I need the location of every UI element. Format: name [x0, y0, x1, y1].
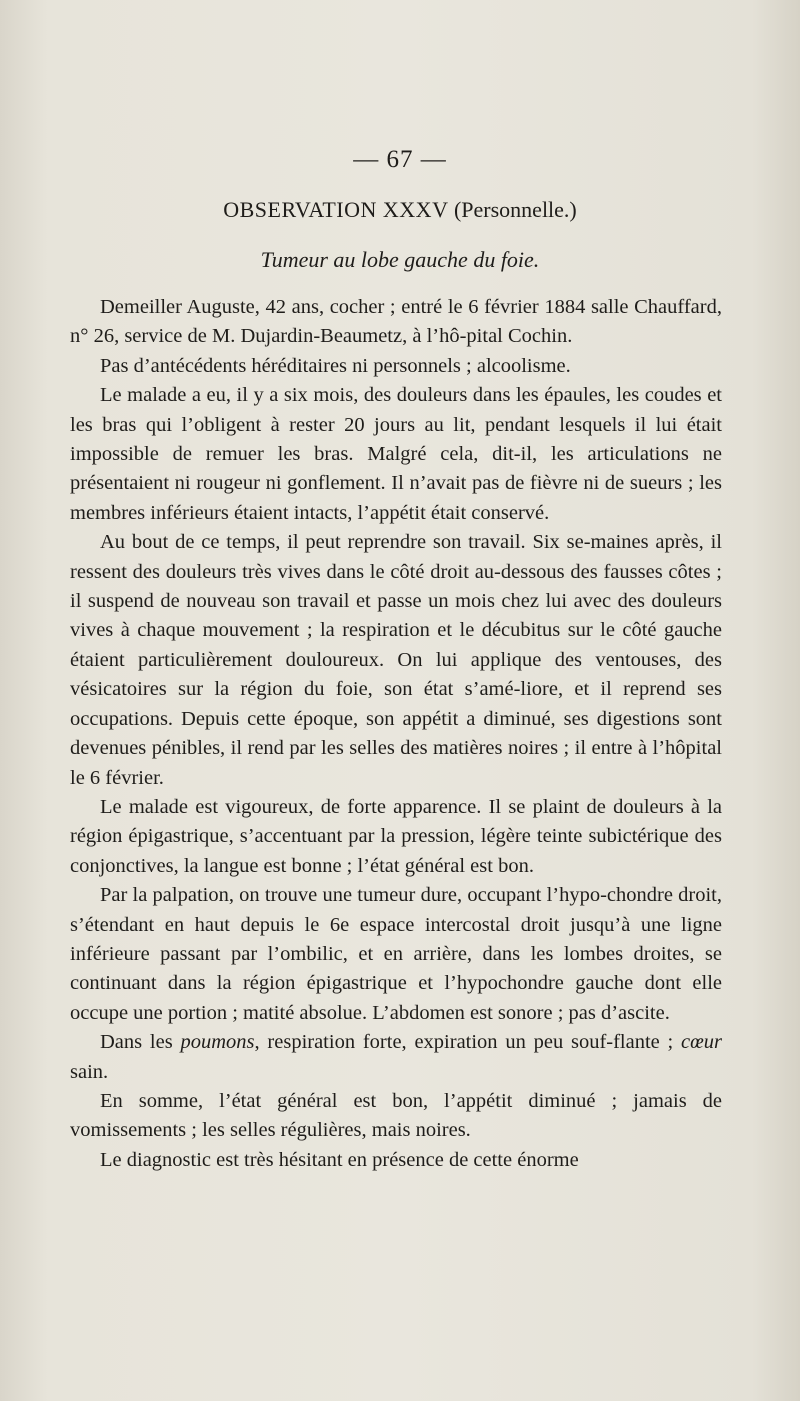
paragraph-lungs-heart — [70, 1028, 722, 1087]
paragraph-history: Le malade a eu, il y a six mois, des douleurs dans les épaules, les coudes et les bras qui l’obligent à rester 20 jours au lit, pendant lesquels il lui était impossible de remuer les bras. Malgré cela, dit-il, les articulations ne présentaient ni rougeur ni gonflement. Il n’avait pas de fièvre ni de sueurs ; les membres inférieurs étaient intacts, l’appétit était conservé. — [70, 384, 722, 524]
text-segment: , respiration forte, expiration un peu souf-flante ; — [254, 1031, 674, 1054]
paragraph-summary: En somme, l’état général est bon, l’appétit diminué ; jamais de vomissements ; les selles régulières, mais noires. — [70, 1089, 722, 1142]
page-number: — 67 — — [353, 146, 447, 173]
paragraph-palpation: Par la palpation, on trouve une tumeur dure, occupant l’hypo-chondre droit, s’étendant en haut depuis le 6e espace intercostal droit jusqu’à une ligne inférieure passant par l’ombilic, et en arrière, dans les lombes droites, se continuant dans la région épigastrique et l’hypochondre gauche dont elle occupe une portion ; matité absolue. L’abdomen est sonore ; pas d’ascite. — [70, 884, 722, 1024]
text-segment: sain. — [70, 1060, 109, 1083]
observation-title: OBSERVATION XXXV — [223, 197, 449, 222]
observation-subtitle: Tumeur au lobe gauche du foie. — [260, 247, 540, 272]
text-segment: Dans les — [100, 1031, 173, 1054]
paragraph-general-state: Le malade est vigoureux, de forte apparence. Il se plaint de douleurs à la région épigastrique, s’accentuant par la pression, légère teinte subictérique des conjonctives, la langue est bonne ; l’état général est bon. — [70, 795, 722, 877]
paragraph-antecedents: Pas d’antécédents héréditaires ni personnels ; alcoolisme. — [100, 354, 571, 377]
emphasis-coeur: cœur — [681, 1031, 723, 1054]
paragraph-evolution: Au bout de ce temps, il peut reprendre son travail. Six se-maines après, il ressent des douleurs très vives dans le côté droit au-dessous des fausses côtes ; il suspend de nouveau son travail et passe un mois chez lui avec des douleurs vives à chaque mouvement ; la respiration et le décubitus sur le côté gauche étaient particulièrement douloureux. On lui applique des ventouses, des vésicatoires sur la région du foie, son état s’amé-liore, et il reprend ses occupations. Depuis cette époque, son appétit a diminué, ses digestions sont devenues pénibles, il rend par les selles des matières noires ; il entre à l’hôpital le 6 février. — [70, 531, 722, 789]
paragraph-patient-intro: Demeiller Auguste, 42 ans, cocher ; entré le 6 février 1884 salle Chauffard, n° 26, service de M. Dujardin-Beaumetz, à l’hô-pital Cochin. — [70, 296, 722, 348]
observation-heading — [0, 197, 800, 223]
observation-body — [70, 293, 722, 1175]
paragraph-diagnosis: Le diagnostic est très hésitant en présence de cette énorme — [100, 1148, 579, 1171]
emphasis-poumons: poumons — [180, 1031, 255, 1054]
observation-note: (Personnelle.) — [453, 197, 577, 222]
